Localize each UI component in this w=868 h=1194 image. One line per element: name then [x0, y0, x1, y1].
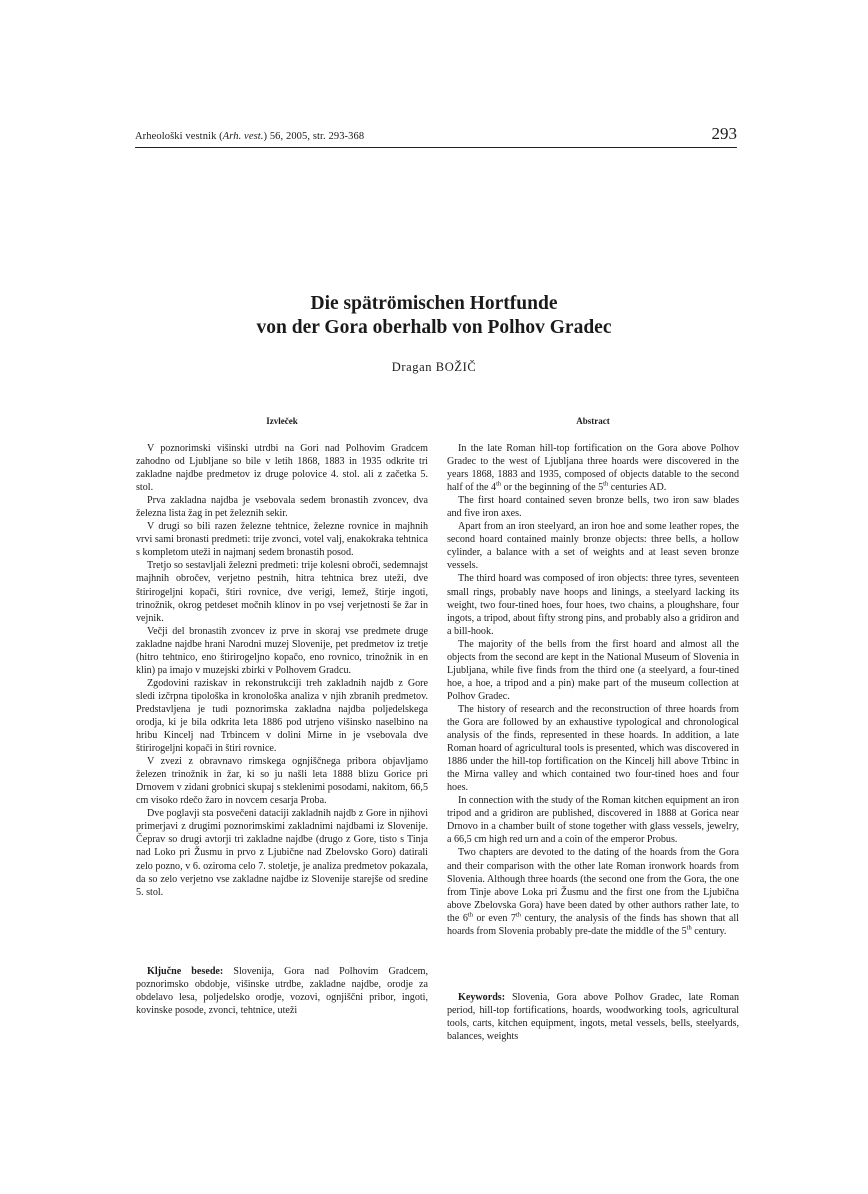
- izvlecek-heading: Izvleček: [266, 416, 298, 426]
- abstract-paragraph: The first hoard contained seven bronze bells, two iron saw blades and five iron axes.: [447, 495, 739, 520]
- abstract-paragraph: In the late Roman hill-top fortification on the Gora above Polhov Gradec to the west of Ljubljana three hoards were discovered in the years 1868, 1883 and 1935, composed of objects datable to the second half of the 4th or the beginning of the 5th centuries AD.: [447, 443, 739, 494]
- kljucne-besede-label: Ključne besede:: [147, 966, 224, 977]
- journal-volume: ) 56, 2005, str. 293-368: [263, 131, 365, 142]
- article-title: [0, 292, 868, 339]
- kljucne-besede: [136, 965, 428, 1017]
- izvlecek-paragraph: Zgodovini raziskav in rekonstrukciji treh zakladnih najdb z Gore sledi izčrpna tipološka in kronološka analiza v njih zbranih predmetov. Predstavljena je tudi poznorimska zakladna najdba poljedelskega orodja, ki je bila odkrita leta 1886 pod utrjeno višinsko naselbino na hribu Kincelj nad Trbincem v dolini Mirne in je vsebovala dve štirirogeljni kopači in štiri rovnice.: [136, 677, 428, 755]
- journal-citation: [135, 131, 364, 142]
- journal-abbreviation: Arh. vest.: [222, 131, 264, 142]
- izvlecek-paragraph: Večji del bronastih zvoncev iz prve in skoraj vse predmete druge zakladne najdbe hrani Narodni muzej Slovenije, pet predmetov iz tretje (hitro tehtnico, eno štirirogeljno kopačo, eno rovnico, trinožnik in en klin) pa imajo v muzejski zbirki v Polhovem Gradcu.: [136, 625, 428, 676]
- journal-name: Arheološki vestnik (: [135, 131, 223, 142]
- header-rule: [135, 147, 737, 148]
- abstract-paragraph: The majority of the bells from the first hoard and almost all the objects from the second are kept in the National Museum of Slovenia in Ljubljana, while five finds from the third one (a steelyard, a four-tined hoe, a hoe, a tripod and a pin) make part of the museum collection at Polhov Gradec.: [447, 638, 739, 702]
- izvlecek-paragraph: Dve poglavji sta posvečeni dataciji zakladnih najdb z Gore in njihovi primerjavi z drugimi poznorimskimi zakladnimi najdbami iz Slovenije. Čeprav so drugi avtorji tri zakladne najdbe (drugo z Gore, tisto s Tinja nad Loko pri Žusmu in prvo z Ljubične nad Zbelovsko Goro) datirali zelo pozno, v 6. oziroma celo 7. stoletje, je analiza predmetov pokazala, da so zelo verjetno vse zakladne najdbe iz Slovenije starejše od sredine 5. stol.: [136, 808, 428, 898]
- abstract-paragraph: Apart from an iron steelyard, an iron hoe and some leather ropes, the second hoard contained mainly bronze objects: three bells, a hollow cylinder, a balance with a set of weights and at least seven bronze vessels.: [447, 521, 739, 572]
- abstract-heading: Abstract: [576, 416, 610, 426]
- abstract-paragraph: In connection with the study of the Roman kitchen equipment an iron tripod and a gridiron are published, discovered in 1888 at Gorica near Drnovo in a chamber built of stone together with glass vessels, jewelry, a 66,5 cm high red urn and a coin of the emperor Probus.: [447, 795, 739, 846]
- abstract-paragraph: The history of research and the reconstruction of three hoards from the Gora are followed by an exhaustive typological and chronological analysis of the finds, represented in these hoards. In addition, a late Roman hoard of agricultural tools is presented, which was discovered in 1886 under the hill-top fortification on the Kincelj hill above Trbinc in the Mirna valley and which contained two four-tined hoes and four hoes.: [447, 703, 739, 794]
- keywords-label: Keywords:: [458, 992, 506, 1003]
- izvlecek-paragraph: V drugi so bili razen železne tehtnice, železne rovnice in majhnih vrvi sami bronasti predmeti: trije zvonci, votel valj, enakokraka tehtnica s kompletom uteži in najmanj sedem bronastih posod.: [136, 521, 428, 559]
- keywords-text: Slovenia, Gora above Polhov Gradec, late Roman period, hill-top fortifications, hoards, woodworking tools, agricultural tools, carts, kitchen equipment, ingots, metal vessels, bells, steelyards, balances, weights: [447, 992, 739, 1043]
- title-line-1: Die spätrömischen Hortfunde: [310, 293, 558, 314]
- author: Dragan BOŽIČ: [391, 360, 477, 374]
- izvlecek-paragraph: V zvezi z obravnavo rimskega ognjiščnega pribora objavljamo železen trinožnik in žar, ki so ju našli leta 1888 blizu Gorice pri Drnovem v zidani grobnici skupaj s steklenimi posodami, nakitom, 66,5 cm visoko rdečo žaro in novcem cesarja Proba.: [136, 756, 428, 807]
- title-line-2: von der Gora oberhalb von Polhov Gradec: [256, 316, 612, 338]
- izvlecek-paragraph: Prva zakladna najdba je vsebovala sedem bronastih zvoncev, dva železna lista žag in pet železnih sekir.: [136, 495, 428, 520]
- izvlecek-column: [136, 415, 428, 899]
- izvlecek-paragraph: V poznorimski višinski utrdbi na Gori nad Polhovim Gradcem zahodno od Ljubljane so bile v letih 1868, 1883 in 1935 odkrite tri zakladne najdbe predmetov iz druge polovice 4. stol. ali z začetka 5. stol.: [136, 443, 428, 494]
- abstract-column: [447, 415, 739, 938]
- keywords: [447, 991, 739, 1043]
- kljucne-besede-text: Slovenija, Gora nad Polhovim Gradcem, poznorimsko obdobje, višinske utrdbe, zakladne najdbe, orodje za obdelavo lesa, poljedelsko orodje, vozovi, ognjiščni pribor, ingoti, kovinske posode, zvonci, tehtnice, uteži: [136, 966, 428, 1017]
- abstract-paragraph: Two chapters are devoted to the dating of the hoards from the Gora and their comparison with the other late Roman ironwork hoards from Slovenia. Although three hoards (the second one from the Gora, the one from Tinje above Loka pri Žusmu and the first one from the Ljubična above Zbelovska Gora) have been dated by other authors rather late, to the 6th or even 7th century, the analysis of the finds has shown that all hoards from Slovenia probably pre-date the middle of the 5th century.: [447, 847, 739, 937]
- page-number: 293: [711, 124, 737, 143]
- abstract-paragraph: The third hoard was composed of iron objects: three tyres, seventeen small rings, probably nave hoops and linings, a steelyard lacking its weight, two four-tined hoes, four hoes, two chains, a ploughshare, four ingots, a tripod, about fifty strong pins, and probably also a gridiron and a bill-hook.: [447, 573, 739, 637]
- izvlecek-paragraph: Tretjo so sestavljali železni predmeti: trije kolesni obroči, sedemnajst majhnih obročev, verjetno pestnih, hitra tehtnica brez uteži, dve štirirogeljni kopači, štiri rovnice, dve verigi, lemež, štirje ingoti, trinožnik, okrog petdeset močnih klinov in po vsej verjetnosti še žar in vejnik.: [136, 560, 428, 624]
- running-head: [135, 124, 737, 146]
